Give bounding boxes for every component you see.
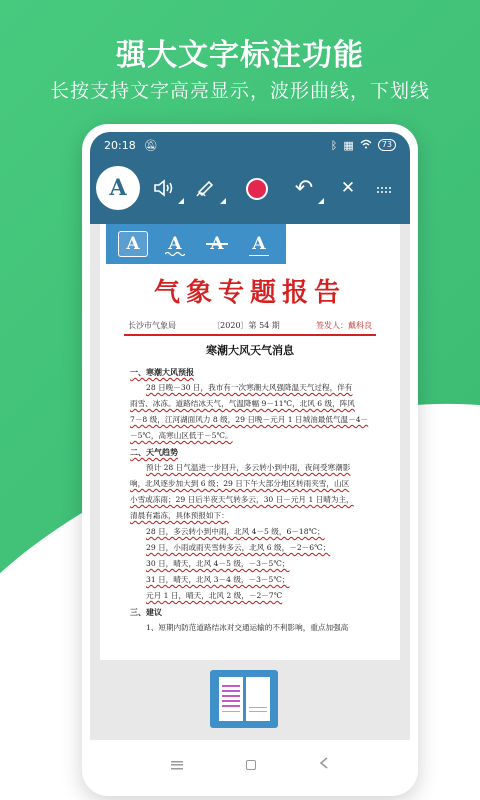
text-style-toolbar [106,224,286,264]
body-line: 28 日晚－30 日，我市有一次寒潮大风强降温天气过程，伴有 [146,383,353,392]
bluetooth-icon: ᛒ [330,138,338,152]
text-annotation-tool[interactable] [96,166,140,210]
body-line: 预计 28 日气温进一步回升，多云转小到中雨，夜间受寒潮影 [146,463,351,472]
pen-tool-button[interactable] [190,172,222,204]
body-line: 7－8 级，江河湖面风力 8 级，29 日晚－元月 1 日城油最低气温－4－ [130,415,369,424]
thumbnail-highlight [222,685,240,687]
undo-button[interactable] [288,172,320,204]
document-meta [128,320,372,331]
page-thumbnail[interactable] [246,677,270,721]
wavy-underline-style-button[interactable] [160,231,190,257]
battery-indicator: 73 [378,139,396,151]
body-line: 响，北风逐步加大到 6 级；29 日下午大部分地区转雨夹雪，山区 [130,479,350,488]
highlight-icon: A [126,234,140,254]
back-icon[interactable] [319,757,329,773]
system-nav-bar [90,740,410,790]
menu-icon[interactable] [171,761,183,770]
page-thumbnail[interactable] [219,677,243,721]
wifi-icon [360,139,372,152]
close-icon: ✕ [340,178,356,198]
speaker-icon [153,179,175,197]
thumbnail-line [249,707,267,708]
thumbnail-highlight [222,700,240,702]
strike-glyph [206,243,228,245]
undo-dropdown-indicator [318,198,324,204]
promo-headline: 强大文字标注功能 [116,38,364,73]
document-issue-no: 〔2020〕第 54 期 [212,321,280,330]
annotation-tools [90,162,410,218]
section-heading: 三、建议 [130,607,162,617]
record-button[interactable] [246,178,268,200]
strikethrough-style-button[interactable] [202,231,232,257]
page-thumbnail-strip[interactable] [210,670,278,728]
pen-tool-dropdown-indicator [220,198,226,204]
section-heading: 二、天气趋势 [130,447,178,457]
thumbnail-highlight [222,705,240,707]
document-signer: 签发人：戴科良 [316,321,372,330]
body-line: 雨雪、冰冻。道路结冰天气，气温降幅 9－11℃，北风 6 级，阵风 [130,399,355,408]
forecast-line: 30 日，晴天，北风 4－5 级，－3－5℃； [146,559,290,568]
status-time: 20:18 [104,138,136,152]
audio-tool-dropdown-indicator [178,198,184,204]
forecast-line: 31 日，晴天，北风 3－4 级，－3－5℃； [146,575,290,584]
thumbnail-highlight [222,690,240,692]
document-body[interactable] [130,364,380,636]
section-heading: 一、寒潮大风预报 [130,367,194,377]
underline-icon: A [252,234,266,254]
signal-icon: ▦ [343,138,354,152]
thumbnail-highlight [222,695,240,697]
wavy-underline-icon: A [168,234,182,254]
close-button[interactable] [332,172,364,204]
thumbnail-line [222,711,240,712]
phone-frame [82,124,418,796]
body-line: 小雪或冻雨；29 日后半夜天气转多云，30 日－元月 1 日晴为主， [130,495,354,504]
undo-icon: ↶ [294,175,314,201]
forecast-line: 元月 1 日，晴天，北风 2 级，－2－7℃ [146,591,283,600]
document-issuer: 长沙市气象局 [128,321,176,330]
audio-tool-button[interactable] [148,172,180,204]
document-page [100,224,400,660]
document-viewer[interactable] [90,224,410,740]
body-line: －5℃，高寒山区低于－5℃。 [130,431,233,440]
thumbnail-line [249,711,267,712]
title-divider [124,334,376,336]
wave-glyph [165,251,185,256]
body-line: 清晨有霜冻，具体预报如下： [130,511,229,520]
pen-icon [195,178,217,198]
text-tool-icon: A [109,175,127,201]
home-icon[interactable] [246,760,256,770]
underline-style-button[interactable] [244,231,274,257]
promo-subline: 长按支持文字高亮显示，波形曲线，下划线 [49,80,430,102]
bell-off-icon: 🔕︎ [143,138,158,152]
forecast-line: 28 日，多云转小到中雨，北风 4－5 级，6－18℃； [146,527,325,536]
status-bar [90,132,410,158]
top-toolbar [90,132,410,224]
document-title: 气象专题报告 [153,278,346,308]
body-line: 1、短期内防范道路结冰对交通运输的不利影响，重点加强高 [146,623,349,632]
underline-glyph [249,255,269,257]
forecast-line: 29 日，小雨或雨夹雪转多云，北风 6 级，－2－6℃； [146,543,331,552]
drag-handle-icon[interactable] [376,186,392,194]
highlight-style-button[interactable] [118,231,148,257]
document-subtitle: 寒潮大风天气消息 [206,344,294,357]
